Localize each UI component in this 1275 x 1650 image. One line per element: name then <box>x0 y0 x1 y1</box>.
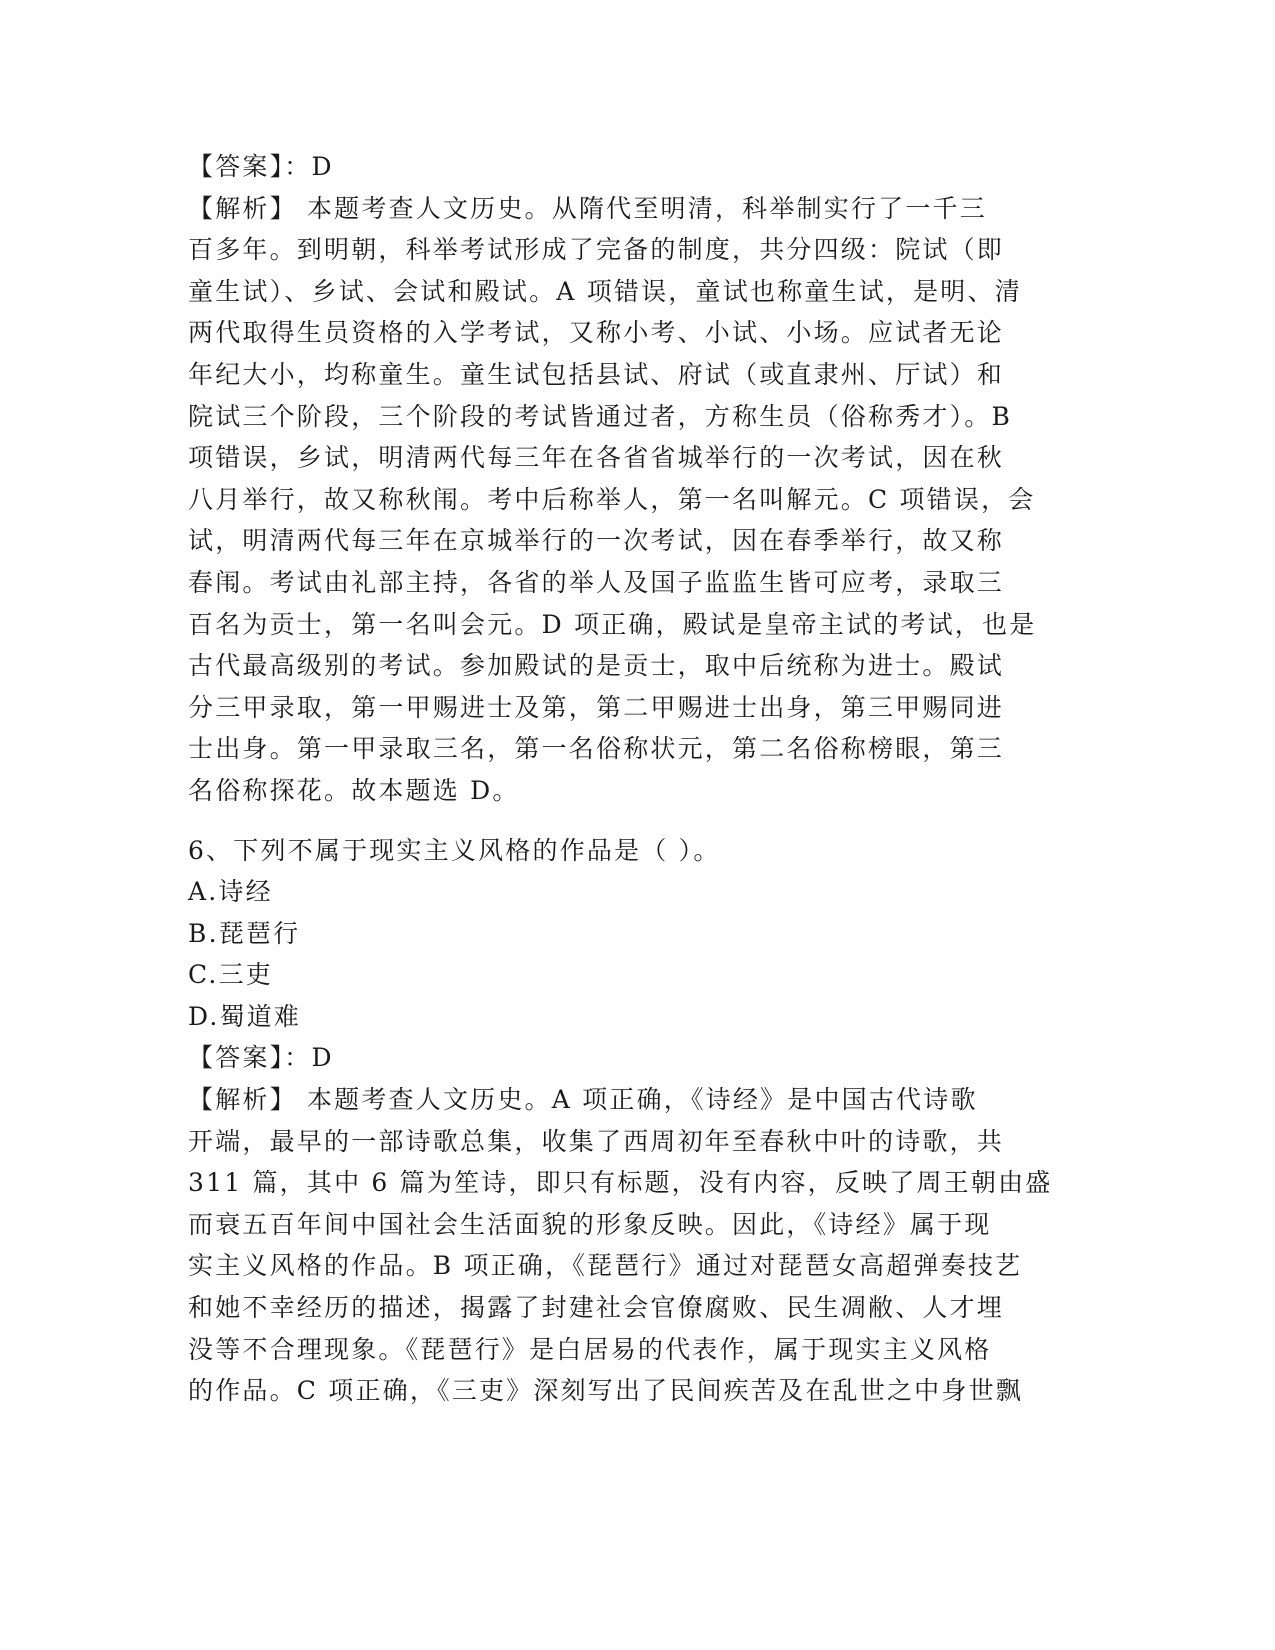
explanation-line: 【解析】 本题考查人文历史。A 项正确，《诗经》是中国古代诗歌 <box>188 1085 978 1115</box>
explanation-line: 古代最高级别的考试。参加殿试的是贡士，取中后统称为进士。殿试 <box>188 651 1005 681</box>
question-6-options <box>188 871 1078 1037</box>
page-content <box>188 146 1078 1412</box>
explanation-line: 没等不合理现象。《琵琶行》是白居易的代表作，属于现实主义风格 <box>188 1334 992 1364</box>
explanation-line: 百多年。到明朝，科举考试形成了完备的制度，共分四级：院试（即 <box>188 235 1005 265</box>
option-b: B.琵琶行 <box>188 918 301 948</box>
explanation-q6 <box>188 1079 1078 1412</box>
option-d: D.蜀道难 <box>188 1001 302 1031</box>
explanation-line: 士出身。第一甲录取三名，第一名俗称状元，第二名俗称榜眼，第三 <box>188 734 1005 764</box>
explanation-line: 试，明清两代每三年在京城举行的一次考试，因在春季举行，故又称 <box>188 526 1005 556</box>
explanation-line: 的作品。C 项正确，《三吏》深刻写出了民间疾苦及在乱世之中身世飘 <box>188 1376 1023 1406</box>
answer-line-q5: 【答案】：D <box>188 152 334 181</box>
explanation-q5 <box>188 188 1078 812</box>
explanation-line: 百名为贡士，第一名叫会元。D 项正确，殿试是皇帝主试的考试，也是 <box>188 609 1037 639</box>
explanation-line: 八月举行，故又称秋闱。考中后称举人，第一名叫解元。C 项错误，会 <box>188 484 1036 514</box>
explanation-line: 年纪大小，均称童生。童生试包括县试、府试（或直隶州、厅试）和 <box>188 359 1005 389</box>
explanation-line: 开端，最早的一部诗歌总集，收集了西周初年至春秋中叶的诗歌，共 <box>188 1126 1005 1156</box>
explanation-line: 而衰五百年间中国社会生活面貌的形象反映。因此，《诗经》属于现 <box>188 1209 992 1239</box>
option-c: C.三吏 <box>188 960 273 990</box>
explanation-line: 春闱。考试由礼部主持，各省的举人及国子监监生皆可应考，录取三 <box>188 567 1005 597</box>
explanation-line: 项错误，乡试，明清两代每三年在各省省城举行的一次考试，因在秋 <box>188 443 1005 473</box>
paragraph-gap <box>188 812 1078 830</box>
explanation-line: 311 篇，其中 6 篇为笙诗，即只有标题，没有内容，反映了周王朝由盛 <box>188 1168 1053 1198</box>
explanation-line: 两代取得生员资格的入学考试，又称小考、小试、小场。应试者无论 <box>188 318 1005 348</box>
explanation-line: 院试三个阶段，三个阶段的考试皆通过者，方称生员（俗称秀才）。B <box>188 401 1013 431</box>
explanation-line: 分三甲录取，第一甲赐进士及第，第二甲赐进士出身，第三甲赐同进 <box>188 692 1005 722</box>
explanation-line: 和她不幸经历的描述，揭露了封建社会官僚腐败、民生凋敝、人才埋 <box>188 1293 1005 1323</box>
option-a: A.诗经 <box>188 877 273 907</box>
explanation-line: 实主义风格的作品。B 项正确，《琵琶行》通过对琵琶女高超弹奏技艺 <box>188 1251 1023 1281</box>
explanation-line: 童生试）、乡试、会试和殿试。A 项错误，童试也称童生试，是明、清 <box>188 276 1022 306</box>
explanation-line: 名俗称探花。故本题选 D。 <box>188 775 520 805</box>
answer-line-q6: 【答案】：D <box>188 1043 334 1073</box>
question-6-stem: 6、下列不属于现实主义风格的作品是（ ）。 <box>188 835 721 865</box>
explanation-line: 【解析】 本题考查人文历史。从隋代至明清，科举制实行了一千三 <box>188 193 987 223</box>
